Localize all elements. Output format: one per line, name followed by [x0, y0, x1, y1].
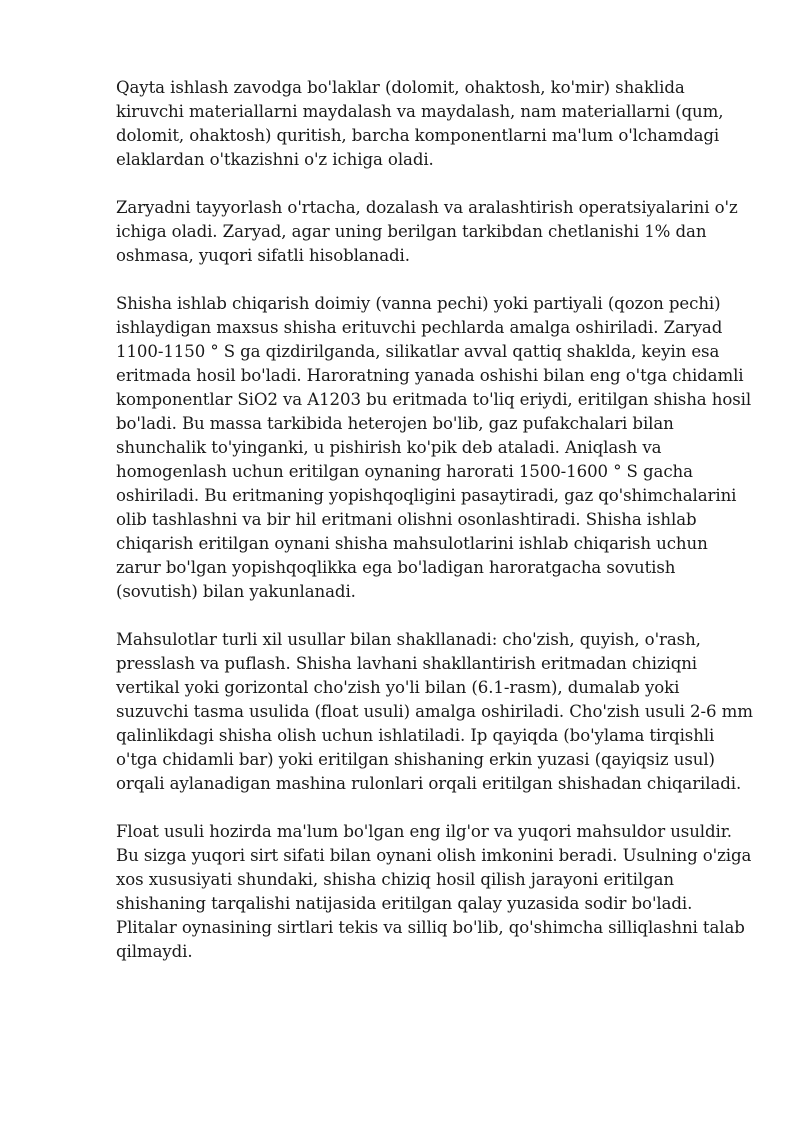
paragraph-charge-preparation: Zaryadni tayyorlash o'rtacha, dozalash va aralashtirish operatsiyalarini o'z ichiga oladi. Zaryad, agar uning berilgan tarkibdan chetlanishi 1% dan oshmasa, yuqori sifatli hisoblanadi. [116, 198, 738, 265]
paragraph-processing: Qayta ishlash zavodga bo'laklar (dolomit, ohaktosh, ko'mir) shaklida kiruvchi materiallarni maydalash va maydalash, nam materiallarni (qum, dolomit, ohaktosh) quritish, barcha komponentlarni ma'lum o'lchamdagi elaklardan o'tkazishni o'z ichiga oladi. [116, 78, 724, 169]
document-page [116, 76, 756, 988]
paragraph-glass-melting: Shisha ishlab chiqarish doimiy (vanna pechi) yoki partiyali (qozon pechi) ishlaydigan maxsus shisha erituvchi pechlarda amalga oshiriladi. Zaryad 1100-1150 ° S ga qizdirilganda, silikatlar avval qattiq shaklda, keyin esa eritmada hosil bo'ladi. Haroratning yanada oshishi bilan eng o'tga chidamli komponentlar SiO2 va A1203 bu eritmada to'liq eriydi, eritilgan shisha hosil bo'ladi. Bu massa tarkibida heterojen bo'lib, gaz pufakchalari bilan shunchalik to'yinganki, u pishirish ko'pik deb ataladi. Aniqlash va homogenlash uchun eritilgan oynaning harorati 1500-1600 ° S gacha oshiriladi. Bu eritmaning yopishqoqligini pasaytiradi, gaz qo'shimchalarini olib tashlashni va bir hil eritmani olishni osonlashtiradi. Shisha ishlab chiqarish eritilgan oynani shisha mahsulotlarini ishlab chiqarish uchun zarur bo'lgan yopishqoqlikka ega bo'ladigan haroratgacha sovutish (sovutish) bilan yakunlanadi. [116, 294, 752, 601]
paragraph-forming-methods: Mahsulotlar turli xil usullar bilan shakllanadi: cho'zish, quyish, o'rash, presslash va puflash. Shisha lavhani shakllantirish eritmadan chiziqni vertikal yoki gorizontal cho'zish yo'li bilan (6.1-rasm), dumalab yoki suzuvchi tasma usulida (float usuli) amalga oshiriladi. Cho'zish usuli 2-6 mm qalinlikdagi shisha olish uchun ishlatiladi. Ip qayiqda (bo'ylama tirqishli o'tga chidamli bar) yoki eritilgan shishaning erkin yuzasi (qayiqsiz usul) orqali aylanadigan mashina rulonlari orqali eritilgan shishadan chiqariladi. [116, 630, 753, 793]
paragraph-float-method: Float usuli hozirda ma'lum bo'lgan eng ilg'or va yuqori mahsuldor usuldir. Bu sizga yuqori sirt sifati bilan oynani olish imkonini beradi. Usulning o'ziga xos xususiyati shundaki, shisha chiziq hosil qilish jarayoni eritilgan shishaning tarqalishi natijasida eritilgan qalay yuzasida sodir bo'ladi. Plitalar oynasining sirtlari tekis va silliq bo'lib, qo'shimcha silliqlashni talab qilmaydi. [116, 822, 752, 961]
